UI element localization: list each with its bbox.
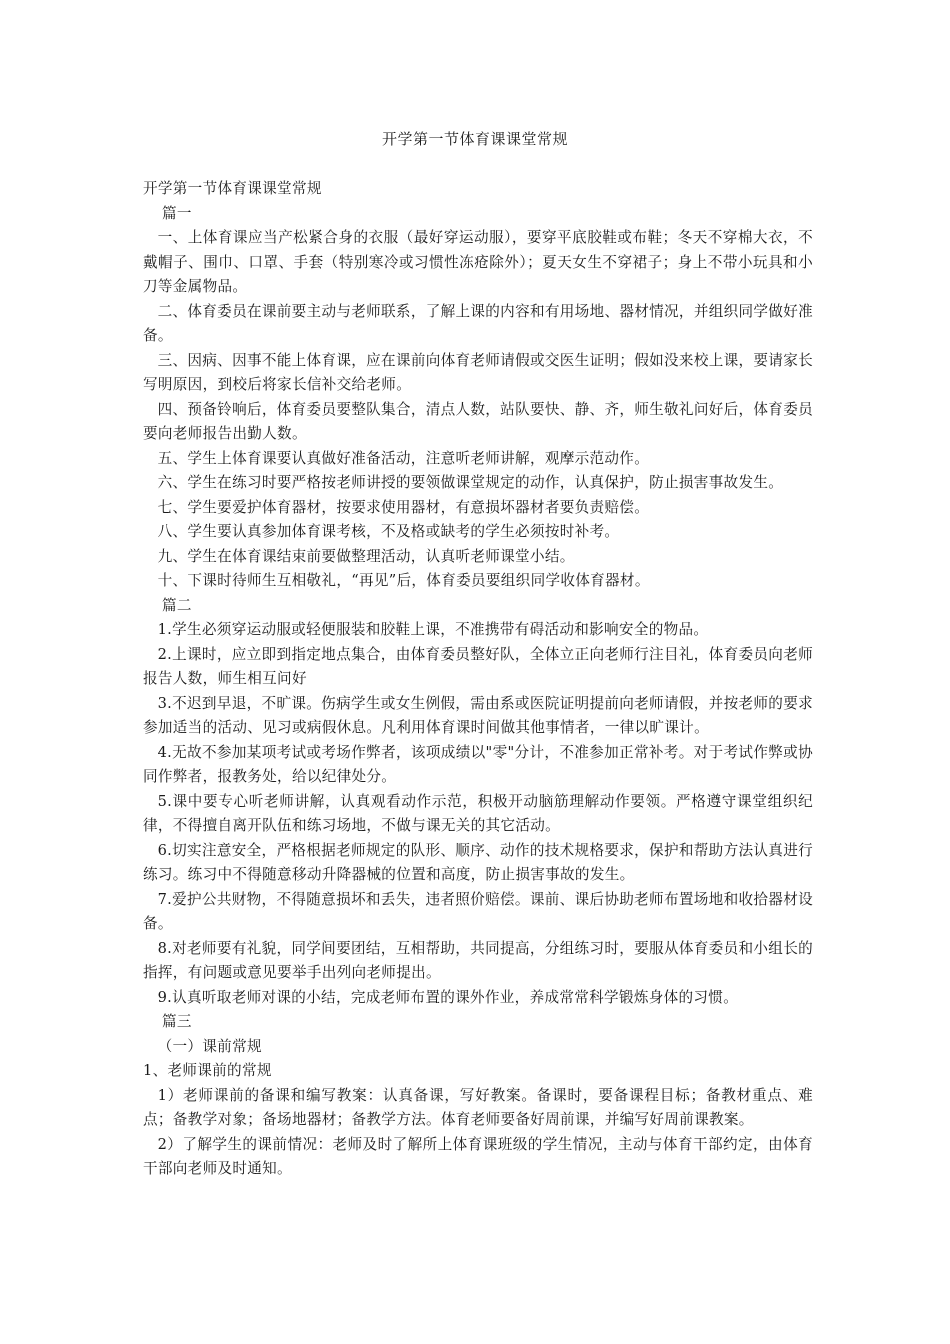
paragraph: 一、上体育课应当产松紧合身的衣服（最好穿运动服），要穿平底胶鞋或布鞋；冬天不穿棉大衣，不戴帽子、围巾、口罩、手套（特别寒冷或习惯性冻疮除外）；夏天女生不穿裙子；身上不带小玩具和小刀等金属物品。: [143, 229, 813, 295]
document-heading: 开学第一节体育课课堂常规: [143, 180, 322, 197]
paragraph: （一）课前常规: [157, 1037, 262, 1055]
document-body: [143, 177, 813, 1182]
section-label: 篇三: [161, 1013, 192, 1030]
paragraph: 九、学生在体育课结束前要做整理活动，认真听老师课堂小结。: [157, 547, 575, 565]
paragraph: 9.认真听取老师对课的小结，完成老师布置的课外作业，养成常常科学锻炼身体的习惯。: [157, 988, 739, 1006]
paragraph: 6.切实注意安全，严格根据老师规定的队形、顺序、动作的技术规格要求，保护和帮助方法认真进行练习。练习中不得随意移动升降器械的位置和高度，防止损害事故的发生。: [143, 841, 813, 883]
paragraph: 1）老师课前的备课和编写教案：认真备课，写好教案。备课时，要备课程目标；备教材重点、难点；备教学对象；备场地器材；备教学方法。体育老师要备好周前课，并编写好周前课教案。: [143, 1086, 813, 1128]
section-label: 篇二: [161, 596, 192, 614]
paragraph: 八、学生要认真参加体育课考核，不及格或缺考的学生必须按时补考。: [157, 523, 620, 540]
paragraph: 二、体育委员在课前要主动与老师联系，了解上课的内容和有用场地、器材情况，并组织同学做好准备。: [143, 302, 813, 344]
paragraph: 三、因病、因事不能上体育课，应在课前向体育老师请假或交医生证明；假如没来校上课，要请家长写明原因，到校后将家长信补交给老师。: [143, 351, 813, 393]
paragraph: 2）了解学生的课前情况：老师及时了解所上体育课班级的学生情况，主动与体育干部约定，由体育干部向老师及时通知。: [143, 1135, 813, 1177]
section-label: 篇一: [161, 204, 192, 222]
document-heading: 1、老师课前的常规: [143, 1062, 272, 1079]
paragraph: 四、预备铃响后，体育委员要整队集合，清点人数，站队要快、静、齐，师生敬礼问好后，体育委员要向老师报告出勤人数。: [143, 400, 813, 442]
paragraph: 六、学生在练习时要严格按老师讲授的要领做课堂规定的动作，认真保护，防止损害事故发生。: [157, 474, 784, 491]
paragraph: 十、下课时待师生互相敬礼，“再见”后，体育委员要组织同学收体育器材。: [157, 572, 650, 589]
document-title: 开学第一节体育课课堂常规: [381, 130, 568, 148]
paragraph: 5.课中要专心听老师讲解，认真观看动作示范，积极开动脑筋理解动作要领。严格遵守课堂组织纪律，不得擅自离开队伍和练习场地，不做与课无关的其它活动。: [143, 792, 813, 834]
paragraph: 2.上课时，应立即到指定地点集合，由体育委员整好队，全体立正向老师行注目礼，体育委员向老师报告人数，师生相互问好: [143, 645, 813, 687]
paragraph: 8.对老师要有礼貌，同学间要团结，互相帮助，共同提高，分组练习时，要服从体育委员和小组长的指挥，有问题或意见要举手出列向老师提出。: [143, 939, 813, 981]
paragraph: 3.不迟到早退，不旷课。伤病学生或女生例假，需由系或医院证明提前向老师请假，并按老师的要求参加适当的活动、见习或病假休息。凡利用体育课时间做其他事情者，一律以旷课计。: [143, 694, 813, 736]
paragraph: 7.爱护公共财物，不得随意损坏和丢失，违者照价赔偿。课前、课后协助老师布置场地和收拾器材设备。: [143, 890, 813, 932]
paragraph: 五、学生上体育课要认真做好准备活动，注意听老师讲解，观摩示范动作。: [157, 449, 650, 467]
paragraph: 1.学生必须穿运动服或轻便服装和胶鞋上课，不准携带有碍活动和影响安全的物品。: [157, 621, 709, 638]
paragraph: 4.无故不参加某项考试或考场作弊者，该项成绩以"零"分计，不准参加正常补考。对于考试作弊或协同作弊者，报教务处，给以纪律处分。: [143, 743, 813, 785]
paragraph: 七、学生要爱护体育器材，按要求使用器材，有意损坏器材者要负责赔偿。: [157, 498, 650, 516]
